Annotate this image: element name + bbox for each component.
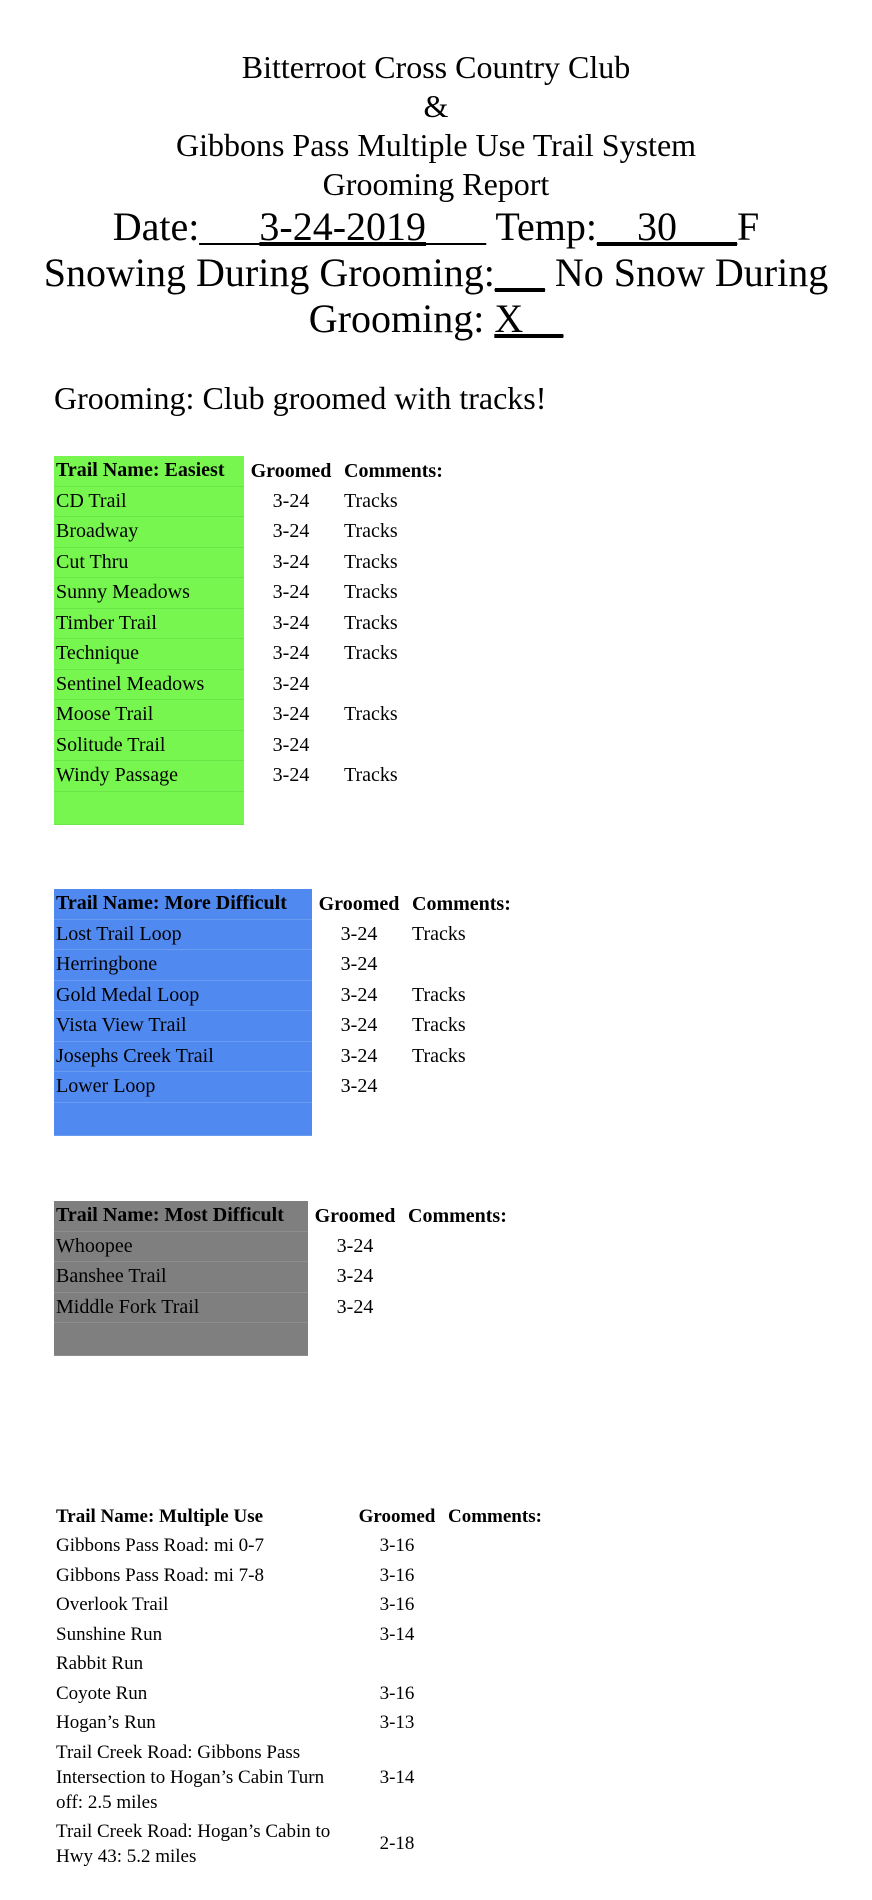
- groomed-date: 3-24: [336, 1295, 374, 1318]
- trail-name: Middle Fork Trail: [54, 1292, 308, 1323]
- empty-row: [54, 1102, 511, 1135]
- more-difficult-table: [54, 889, 511, 1136]
- table-row: [54, 761, 443, 792]
- comment: [442, 1532, 542, 1562]
- table-row: [54, 1072, 511, 1103]
- col-trail-name: Trail Name: More Difficult: [54, 889, 312, 919]
- groomed-date: 3-24: [272, 489, 310, 512]
- temp-value: __30___: [596, 204, 737, 249]
- table-header-row: [54, 1502, 542, 1532]
- trail-name: Sunshine Run: [56, 1623, 163, 1645]
- most-difficult-section: [54, 1201, 507, 1356]
- groomed-date: 3-13: [379, 1712, 415, 1734]
- table-row: [54, 950, 511, 981]
- date-value: 3-24-2019: [259, 204, 427, 249]
- empty-cell: [338, 791, 443, 824]
- date-temp-line: [0, 204, 872, 250]
- groomed-date: 3-24: [340, 922, 378, 945]
- table-row: [54, 1292, 507, 1323]
- comment: Tracks: [412, 1014, 466, 1037]
- comment: [442, 1738, 542, 1817]
- trail-name: Solitude Trail: [54, 730, 244, 761]
- table-row: [54, 1650, 542, 1680]
- comment: Tracks: [412, 922, 466, 945]
- table-row: [54, 1620, 542, 1650]
- table-row: [54, 1041, 511, 1072]
- table-row: [54, 486, 443, 517]
- groomed-date: 3-24: [272, 733, 310, 756]
- comment: [442, 1817, 542, 1871]
- trail-name: Gold Medal Loop: [54, 980, 312, 1011]
- multiple-use-section: [54, 1502, 542, 1871]
- col-trail-name: Trail Name: Most Difficult: [54, 1201, 308, 1231]
- table-row: [54, 1532, 542, 1562]
- table-row: [54, 578, 443, 609]
- comment: Tracks: [344, 703, 398, 726]
- comment: [442, 1650, 542, 1680]
- empty-cell: [312, 1102, 406, 1135]
- col-groomed: Groomed: [250, 459, 332, 482]
- trail-name: Vista View Trail: [54, 1011, 312, 1042]
- grooming-note: Grooming: Club groomed with tracks!: [54, 380, 547, 416]
- comment: [442, 1561, 542, 1591]
- trail-name: Hogan’s Run: [56, 1712, 156, 1734]
- groomed-date: 3-24: [340, 1014, 378, 1037]
- col-comments: Comments:: [448, 1505, 542, 1527]
- ampersand: &: [423, 88, 449, 124]
- empty-cell: [402, 1323, 507, 1356]
- comment: [442, 1679, 542, 1709]
- empty-cell: [54, 1102, 312, 1135]
- col-comments: Comments:: [344, 459, 443, 482]
- comment: Tracks: [344, 642, 398, 665]
- trail-name: Lower Loop: [54, 1072, 312, 1103]
- table-header-row: [54, 456, 443, 486]
- trail-name: Banshee Trail: [54, 1262, 308, 1293]
- snowing-mark: _ _: [494, 250, 545, 295]
- comment: [402, 1262, 507, 1293]
- groomed-date: 3-14: [379, 1623, 415, 1645]
- table-header-row: [54, 1201, 507, 1231]
- comment: Tracks: [412, 983, 466, 1006]
- groomed-date: 3-24: [272, 672, 310, 695]
- trail-name: Whoopee: [54, 1231, 308, 1262]
- trail-name: Herringbone: [54, 950, 312, 981]
- comment: Tracks: [344, 581, 398, 604]
- comment: Tracks: [344, 520, 398, 543]
- groomed-date: 3-24: [272, 703, 310, 726]
- groomed-date: 3-24: [272, 581, 310, 604]
- temp-unit: F: [736, 204, 760, 249]
- groomed-date: 3-24: [272, 611, 310, 634]
- table-row: [54, 1262, 507, 1293]
- table-row: [54, 700, 443, 731]
- trail-name: Timber Trail: [54, 608, 244, 639]
- groomed-date: 3-24: [340, 1075, 378, 1098]
- groomed-date: 3-16: [379, 1535, 415, 1557]
- col-trail-name: Trail Name: Multiple Use: [56, 1505, 264, 1527]
- table-row: [54, 1561, 542, 1591]
- report-header: [0, 48, 872, 342]
- groomed-date: 3-24: [336, 1234, 374, 1257]
- comment: [402, 1292, 507, 1323]
- table-row: [54, 639, 443, 670]
- groomed-date: 3-24: [340, 983, 378, 1006]
- table-row: [54, 1231, 507, 1262]
- col-comments: Comments:: [408, 1204, 507, 1227]
- comment: [338, 669, 443, 700]
- table-row: [54, 547, 443, 578]
- comment: [406, 950, 511, 981]
- groomed-date: 3-24: [272, 642, 310, 665]
- snowing-line: [0, 250, 872, 296]
- no-snow-mark: X__: [494, 296, 564, 341]
- empty-row: [54, 1323, 507, 1356]
- table-row: [54, 669, 443, 700]
- trail-name: Cut Thru: [54, 547, 244, 578]
- table-row: [54, 1011, 511, 1042]
- col-groomed: Groomed: [314, 1204, 396, 1227]
- trail-name: Sunny Meadows: [54, 578, 244, 609]
- trail-name: Sentinel Meadows: [54, 669, 244, 700]
- most-difficult-table: [54, 1201, 507, 1356]
- more-difficult-rows: [54, 919, 511, 1135]
- groomed-date: 3-24: [336, 1265, 374, 1288]
- comment: Tracks: [344, 764, 398, 787]
- trail-name: Overlook Trail: [56, 1594, 169, 1616]
- easiest-rows: [54, 486, 443, 824]
- club-name: Bitterroot Cross Country Club: [241, 49, 631, 85]
- groomed-date: 3-24: [272, 550, 310, 573]
- table-row: [54, 980, 511, 1011]
- temp-label: ___ Temp:: [426, 204, 597, 249]
- multiple-use-table: [54, 1502, 542, 1871]
- trail-name: Josephs Creek Trail: [54, 1041, 312, 1072]
- comment: [442, 1620, 542, 1650]
- table-row: [54, 1817, 542, 1871]
- no-snow-line: [0, 296, 872, 342]
- empty-cell: [406, 1102, 511, 1135]
- comment: Tracks: [344, 611, 398, 634]
- groomed-date: 3-16: [379, 1682, 415, 1704]
- table-header-row: [54, 889, 511, 919]
- groomed-date: [352, 1650, 442, 1680]
- comment: [442, 1709, 542, 1739]
- groomed-date: 3-14: [379, 1766, 415, 1788]
- groomed-date: 3-24: [272, 520, 310, 543]
- table-row: [54, 1738, 542, 1817]
- comment: Tracks: [344, 489, 398, 512]
- table-row: [54, 919, 511, 950]
- trail-name: Gibbons Pass Road: mi 0-7: [56, 1535, 264, 1557]
- easiest-table: [54, 456, 443, 825]
- snowing-label: Snowing During Grooming:: [43, 250, 495, 295]
- comment: [402, 1231, 507, 1262]
- col-groomed: Groomed: [358, 1505, 436, 1527]
- most-difficult-rows: [54, 1231, 507, 1356]
- trail-name: Moose Trail: [54, 700, 244, 731]
- table-row: [54, 1591, 542, 1621]
- empty-cell: [244, 791, 338, 824]
- empty-row: [54, 791, 443, 824]
- groomed-date: 3-16: [379, 1594, 415, 1616]
- trail-name: Trail Creek Road: Gibbons Pass Intersection to Hogan’s Cabin Turn off: 2.5 miles: [56, 1742, 325, 1813]
- table-row: [54, 730, 443, 761]
- grooming-label: Grooming:: [308, 296, 495, 341]
- empty-cell: [54, 1323, 308, 1356]
- groomed-date: 2-18: [379, 1833, 415, 1854]
- trail-name: Broadway: [54, 517, 244, 548]
- empty-cell: [54, 791, 244, 824]
- trail-name: Trail Creek Road: Hogan’s Cabin to Hwy 43: 5.2 miles: [56, 1821, 331, 1867]
- trail-name: Windy Passage: [54, 761, 244, 792]
- comment: Tracks: [412, 1044, 466, 1067]
- trail-name: CD Trail: [54, 486, 244, 517]
- date-label: Date:___: [112, 204, 260, 249]
- col-groomed: Groomed: [318, 892, 400, 915]
- table-row: [54, 517, 443, 548]
- col-comments: Comments:: [412, 892, 511, 915]
- table-row: [54, 608, 443, 639]
- comment: [406, 1072, 511, 1103]
- groomed-date: 3-24: [340, 1044, 378, 1067]
- table-row: [54, 1709, 542, 1739]
- easiest-section: [54, 456, 443, 825]
- table-row: [54, 1679, 542, 1709]
- groomed-date: 3-24: [340, 953, 378, 976]
- col-trail-name: Trail Name: Easiest: [54, 456, 244, 486]
- trail-system-name: Gibbons Pass Multiple Use Trail System: [175, 127, 697, 163]
- trail-name: Gibbons Pass Road: mi 7-8: [56, 1564, 264, 1586]
- groomed-date: 3-24: [272, 764, 310, 787]
- trail-name: Technique: [54, 639, 244, 670]
- groomed-date: 3-16: [379, 1564, 415, 1586]
- empty-cell: [308, 1323, 402, 1356]
- report-title: Grooming Report: [322, 166, 550, 202]
- multiple-use-rows: [54, 1532, 542, 1872]
- comment: Tracks: [344, 550, 398, 573]
- trail-name: Rabbit Run: [56, 1653, 144, 1675]
- no-snow-label: No Snow During: [544, 250, 829, 295]
- trail-name: Lost Trail Loop: [54, 919, 312, 950]
- comment: [442, 1591, 542, 1621]
- comment: [338, 730, 443, 761]
- more-difficult-section: [54, 889, 511, 1136]
- trail-name: Coyote Run: [56, 1682, 148, 1704]
